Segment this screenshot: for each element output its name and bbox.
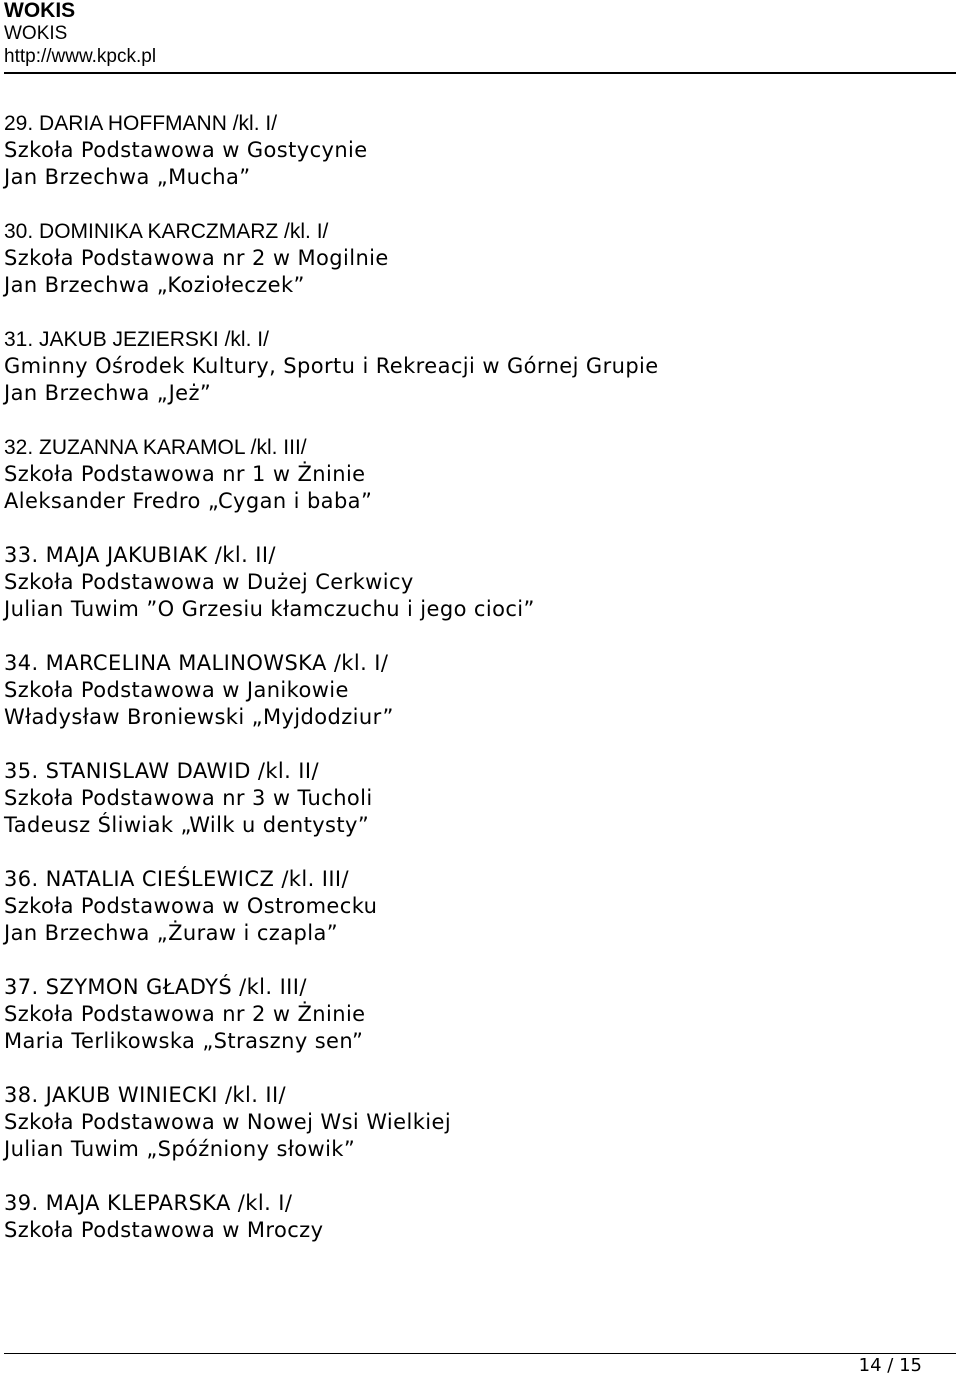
- list-item: [4, 974, 944, 1055]
- entry-name: 37. SZYMON GŁADYŚ /kl. III/: [4, 975, 307, 999]
- entry-school: Szkoła Podstawowa nr 1 w Żninie: [4, 462, 366, 486]
- entry-work: Maria Terlikowska „Straszny sen”: [4, 1029, 364, 1053]
- entry-work: Jan Brzechwa „Mucha”: [4, 165, 251, 189]
- list-item: [4, 758, 944, 839]
- entry-work: Jan Brzechwa „Jeż”: [4, 381, 212, 405]
- entry-school: Szkoła Podstawowa w Gostycynie: [4, 138, 368, 162]
- entry-name: 35. STANISLAW DAWID /kl. II/: [4, 759, 319, 783]
- entry-name: 39. MAJA KLEPARSKA /kl. I/: [4, 1191, 293, 1215]
- entry-name: 36. NATALIA CIEŚLEWICZ /kl. III/: [4, 867, 349, 891]
- entry-work: Julian Tuwim ”O Grzesiu kłamczuchu i jego cioci”: [4, 597, 535, 621]
- entry-work: Jan Brzechwa „Koziołeczek”: [4, 273, 305, 297]
- list-item: [4, 218, 944, 299]
- entry-name: 34. MARCELINA MALINOWSKA /kl. I/: [4, 651, 389, 675]
- header-divider: [4, 72, 956, 74]
- entry-work: Tadeusz Śliwiak „Wilk u dentysty”: [4, 813, 370, 837]
- entry-name: 33. MAJA JAKUBIAK /kl. II/: [4, 543, 276, 567]
- entry-work: Julian Tuwim „Spóźniony słowik”: [4, 1137, 356, 1161]
- page-number: 14 / 15: [858, 1355, 922, 1376]
- site-title: WOKIS: [4, 23, 68, 44]
- entry-school: Szkoła Podstawowa w Ostromecku: [4, 894, 378, 918]
- entry-school: Szkoła Podstawowa nr 3 w Tucholi: [4, 786, 373, 810]
- entry-work: Jan Brzechwa „Żuraw i czapla”: [4, 921, 338, 945]
- list-item: [4, 1082, 944, 1163]
- list-item: [4, 326, 944, 407]
- entry-work: Władysław Broniewski „Myjdodziur”: [4, 705, 394, 729]
- entry-work: Aleksander Fredro „Cygan i baba”: [4, 489, 373, 513]
- entry-school: Szkoła Podstawowa w Mroczy: [4, 1218, 324, 1242]
- list-item: [4, 434, 944, 515]
- list-item: [4, 650, 944, 731]
- entry-name: 31. JAKUB JEZIERSKI /kl. I/: [4, 328, 269, 351]
- entry-name: 38. JAKUB WINIECKI /kl. II/: [4, 1083, 287, 1107]
- entry-school: Szkoła Podstawowa w Dużej Cerkwicy: [4, 570, 414, 594]
- entry-name: 30. DOMINIKA KARCZMARZ /kl. I/: [4, 220, 329, 243]
- list-item: [4, 110, 944, 191]
- entry-school: Szkoła Podstawowa nr 2 w Mogilnie: [4, 246, 389, 270]
- list-item: [4, 1190, 944, 1244]
- entry-name: 32. ZUZANNA KARAMOL /kl. III/: [4, 436, 307, 459]
- list-item: [4, 866, 944, 947]
- page-header: [4, 0, 956, 68]
- entry-school: Gminny Ośrodek Kultury, Sportu i Rekreacji w Górnej Grupie: [4, 354, 659, 378]
- entry-school: Szkoła Podstawowa nr 2 w Żninie: [4, 1002, 366, 1026]
- site-url-link[interactable]: http://www.kpck.pl: [4, 46, 157, 67]
- entry-list: [4, 110, 944, 1271]
- list-item: [4, 542, 944, 623]
- entry-school: Szkoła Podstawowa w Nowej Wsi Wielkiej: [4, 1110, 452, 1134]
- entry-school: Szkoła Podstawowa w Janikowie: [4, 678, 349, 702]
- site-title-bold: WOKIS: [4, 0, 76, 22]
- entry-name: 29. DARIA HOFFMANN /kl. I/: [4, 112, 278, 135]
- footer-divider: [4, 1353, 956, 1354]
